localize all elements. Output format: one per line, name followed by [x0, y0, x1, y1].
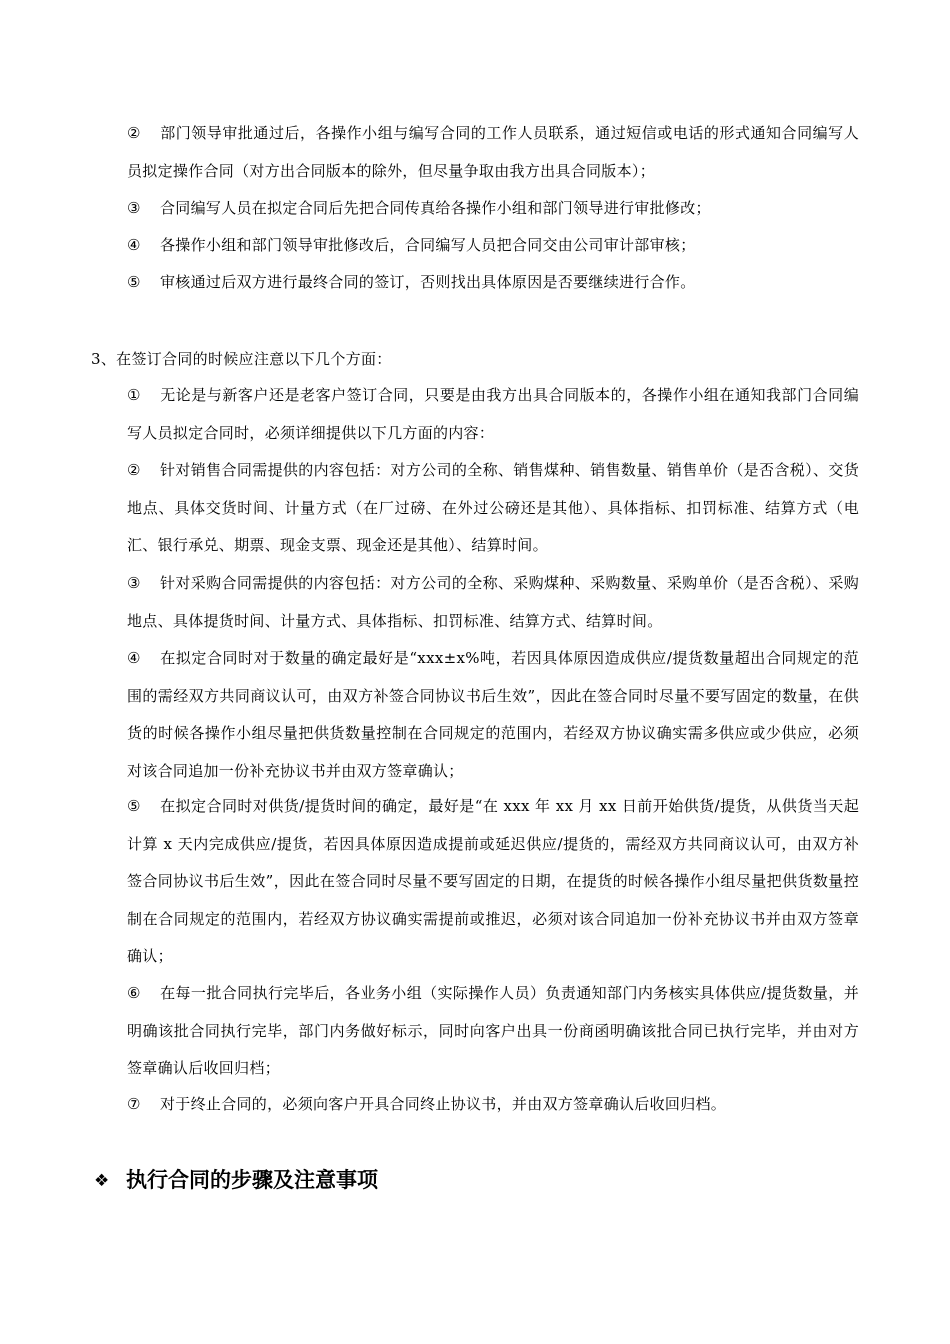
- list-marker: ④: [127, 236, 141, 254]
- list-marker: ⑦: [127, 1095, 141, 1113]
- list-marker: ③: [127, 574, 141, 592]
- section-heading-text: 执行合同的步骤及注意事项: [126, 1168, 378, 1192]
- list-item: [127, 227, 859, 265]
- list-item: [127, 452, 859, 565]
- list-item-text: 针对采购合同需提供的内容包括：对方公司的全称、采购煤种、采购数量、采购单价（是否含税）、采购地点、具体提货时间、计量方式、具体指标、扣罚标准、结算方式、结算时间。: [127, 574, 859, 630]
- list-marker: ①: [127, 386, 141, 404]
- list-item: [127, 115, 859, 190]
- list-item: [127, 975, 859, 1088]
- list-item: [127, 377, 859, 452]
- list-marker: ④: [127, 649, 141, 667]
- list-item: [127, 788, 859, 976]
- list-marker: ⑤: [127, 797, 141, 815]
- list-marker: ②: [127, 124, 141, 142]
- section-heading: [94, 1160, 378, 1201]
- list-item-text: 无论是与新客户还是老客户签订合同，只要是由我方出具合同版本的，各操作小组在通知我部门合同编写人员拟定合同时，必须详细提供以下几方面的内容：: [127, 386, 859, 442]
- list-marker: ③: [127, 199, 141, 217]
- list-item: [127, 190, 859, 228]
- list-item-text: 合同编写人员在拟定合同后先把合同传真给各操作小组和部门领导进行审批修改；: [160, 199, 711, 217]
- list-marker: ②: [127, 461, 141, 479]
- list-item: [127, 264, 859, 302]
- list-item-text: 各操作小组和部门领导审批修改后，合同编写人员把合同交由公司审计部审核；: [160, 236, 696, 254]
- section-title: 3、在签订合同的时候应注意以下几个方面：: [91, 350, 392, 368]
- diamond-bullet-icon: ❖: [94, 1171, 110, 1191]
- list-item-text: 在每一批合同执行完毕后，各业务小组（实际操作人员）负责通知部门内务核实具体供应/提货数量，并明确该批合同执行完毕，部门内务做好标示，同时向客户出具一份商函明确该批合同已执行完毕，并由对方签章确认后收回归档；: [127, 984, 859, 1077]
- list-marker: ⑤: [127, 273, 141, 291]
- list-item-text: 审核通过后双方进行最终合同的签订，否则找出具体原因是否要继续进行合作。: [160, 273, 696, 291]
- list-item: [127, 1086, 859, 1124]
- list-item-text: 针对销售合同需提供的内容包括：对方公司的全称、销售煤种、销售数量、销售单价（是否含税）、交货地点、具体交货时间、计量方式（在厂过磅、在外过公磅还是其他）、具体指标、扣罚标准、结算方式（电汇、银行承兑、期票、现金支票、现金还是其他）、结算时间。: [127, 461, 859, 554]
- list-item-text: 对于终止合同的，必须向客户开具合同终止协议书，并由双方签章确认后收回归档。: [160, 1095, 727, 1113]
- list-item-text: 在拟定合同时对供货/提货时间的确定，最好是“在 xxx 年 xx 月 xx 日前开始供货/提货，从供货当天起计算 x 天内完成供应/提货，若因具体原因造成提前或延迟供应/提货的，需经双方共同商议认可，由双方补签合同协议书后生效”，因此在签合同时尽量不要写固定的日期，在提货的时候各操作小组尽量把供货数量控制在合同规定的范围内，若经双方协议确实需提前或推迟，必须对该合同追加一份补充协议书并由双方签章确认；: [127, 797, 859, 965]
- list-item-text: 在拟定合同时对于数量的确定最好是“xxx±x%吨，若因具体原因造成供应/提货数量超出合同规定的范围的需经双方共同商议认可，由双方补签合同协议书后生效”，因此在签合同时尽量不要写固定的数量，在供货的时候各操作小组尽量把供货数量控制在合同规定的范围内，若经双方协议确实需多供应或少供应，必须对该合同追加一份补充协议书并由双方签章确认；: [127, 649, 859, 780]
- list-item: [127, 640, 859, 790]
- list-item-text: 部门领导审批通过后，各操作小组与编写合同的工作人员联系，通过短信或电话的形式通知合同编写人员拟定操作合同（对方出合同版本的除外，但尽量争取由我方出具合同版本）；: [127, 124, 859, 180]
- list-marker: ⑥: [127, 984, 141, 1002]
- list-item: [127, 565, 859, 640]
